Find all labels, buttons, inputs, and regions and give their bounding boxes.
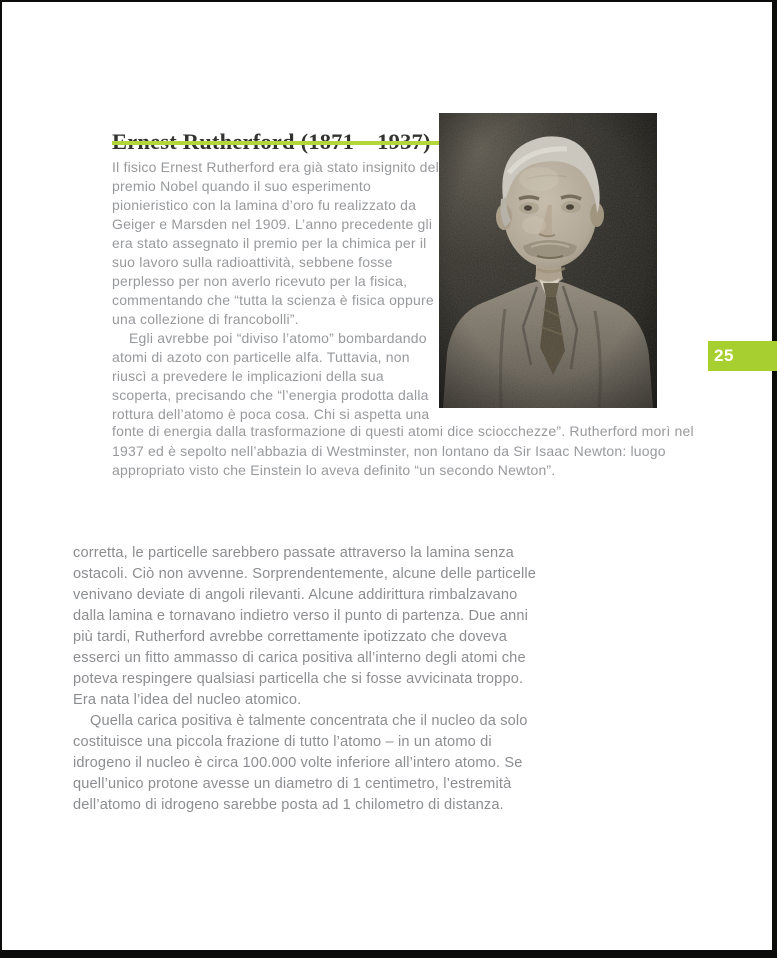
page-number: 25 <box>714 346 734 365</box>
intro-paragraph-2: Egli avrebbe poi “diviso l’atomo” bombardando atomi di azoto con particelle alfa. Tuttavia, non riuscì a prevedere le implicazioni della sua scoperta, precisando che “l’energia prodotta dalla rottura dell’atomo è poca cosa. Chi si aspetta una <box>112 330 430 422</box>
body-paragraph-2: Quella carica positiva è talmente concentrata che il nucleo da solo costituisce una piccola frazione di tutto l’atomo – in un atomo di idrogeno il nucleo è circa 100.000 volte inferiore all’intero atomo. Se quell’unico protone avesse un diametro di 1 centimetro, l’estremità dell’atomo di idrogeno sarebbe posta ad 1 chilometro di distanza. <box>73 713 528 813</box>
body-paragraph-1: corretta, le particelle sarebbero passate attraverso la lamina senza ostacoli. Ciò non avvenne. Sorprendentemente, alcune delle particelle venivano deviate di angoli rilevanti. Alcune addirittura rimbalzavano dalla lamina e tornavano indietro verso il punto di partenza. Due anni più tardi, Rutherford avrebbe correttamente ipotizzato che doveva esserci un fitto ammasso di carica positiva all’interno degli atomi che poteva respingere qualsiasi particella che si fosse avvicinata troppo. Era nata l’idea del nucleo atomico. <box>73 545 537 708</box>
title-underline-rule <box>112 141 442 145</box>
intro-text-column <box>112 158 444 424</box>
intro-continuation <box>112 422 708 481</box>
page-number-tab <box>708 341 777 371</box>
intro-continuation-paragraph: fonte di energia dalla trasformazione di questi atomi dice sciocchezze”. Rutherford morì nel 1937 ed è sepolto nell’abbazia di Westminster, non lontano da Sir Isaac Newton: luogo appropriato visto che Einstein lo aveva definito “un secondo Newton”. <box>112 423 694 478</box>
body-text-column <box>73 543 539 816</box>
intro-paragraph-1: Il fisico Ernest Rutherford era già stato insignito del premio Nobel quando il suo esperimento pionieristico con la lamina d’oro fu realizzato da Geiger e Marsden nel 1909. L’anno precedente gli era stato assegnato il premio per la chimica per il suo lavoro sulla radioattività, sebbene fosse perplesso per non averlo ricevuto per la fisica, commentando che “tutta la scienza è fisica oppure una collezione di francobolli”. <box>112 159 439 327</box>
book-page <box>2 2 772 950</box>
rutherford-portrait-photo <box>439 113 657 408</box>
